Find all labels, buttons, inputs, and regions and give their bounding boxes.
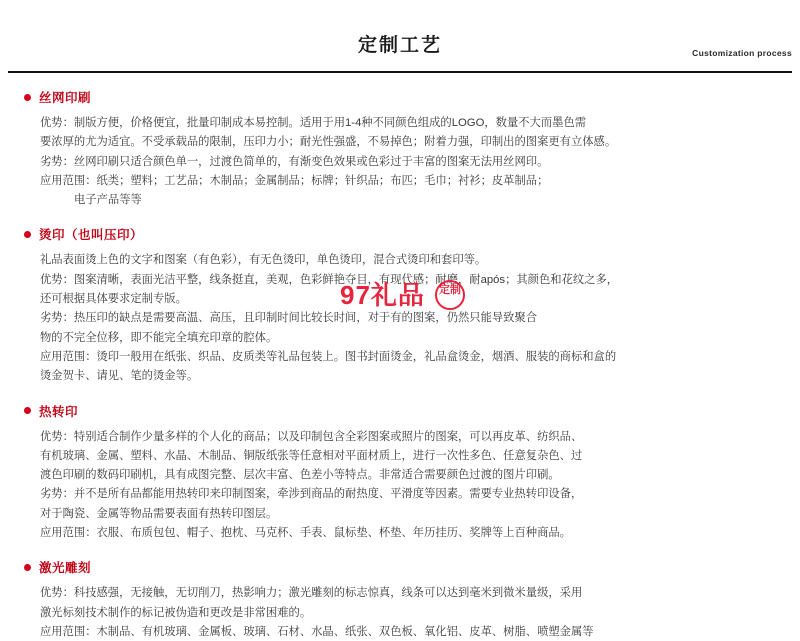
- paragraph: 应用范围：衣服、布质包包、帽子、抱枕、马克杯、手表、鼠标垫、杯垫、年历挂历、奖牌等上百种商品。: [40, 527, 571, 540]
- paragraph: 优势：科技感强，无接触，无切削刀，热影响力；激光雕刻的标志惊真，线条可以达到毫米到微米量级，采用: [40, 587, 583, 600]
- paragraph: 有机玻璃、金属、塑料、水晶、木制品、铜版纸张等任意相对平面材质上，进行一次性多色、任意复杂色、过: [40, 449, 583, 462]
- section-title: 热转印: [39, 404, 79, 419]
- section-heading: [24, 88, 776, 106]
- paragraph: 优势：制版方便，价格便宜，批量印制成本易控制。适用于用1-4种不同颜色组成的LOGO，数量不大而墨色需: [40, 117, 587, 129]
- bullet-icon: [24, 564, 31, 571]
- paragraph: 还可根据具体要求定制专版。: [40, 293, 187, 306]
- watermark-text: 97礼品: [340, 280, 425, 310]
- section-title: 烫印（也叫压印）: [39, 228, 144, 243]
- section-hot-stamping: [24, 225, 776, 385]
- header-divider: [8, 71, 792, 73]
- page-title: 定制工艺: [357, 35, 442, 56]
- paragraph: 渡色印刷的数码印刷机，具有成图完整、层次丰富、色差小等特点。非常适合需要颜色过渡的图片印刷。: [40, 469, 560, 482]
- paragraph: 对于陶瓷、金属等物品需要表面有热转印图层。: [40, 507, 278, 520]
- section-heading: [24, 558, 776, 576]
- page-subtitle: Customization process: [692, 48, 792, 58]
- paragraph: 优势：图案清晰，表面光洁平整，线条挺直，美观，色彩鲜艳夺目，有现代感；耐磨，耐após；其颜色和花纹之多，: [40, 273, 619, 286]
- paragraph: 劣势：热压印的缺点是需要高温、高压，且印制时间比较长时间，对于有的图案，仍然只能导致聚合: [40, 312, 538, 325]
- section-heading: [24, 402, 776, 420]
- paragraph: 物的不完全位移，即不能完全填充印章的腔体。: [40, 331, 278, 344]
- paragraph: 礼品表面烫上色的文字和图案（有色彩），有无色烫印，单色烫印，混合式烫印和套印等。: [40, 254, 487, 267]
- paragraph: 劣势：并不是所有品都能用热转印来印制图案，牵涉到商品的耐热度、平滑度等因素。需要专业热转印设备，: [40, 488, 583, 501]
- bullet-icon: [24, 94, 31, 101]
- paragraph: 应用范围：纸类；塑料；工艺品；木制品；金属制品；标牌；针织品；布匹；毛巾；衬衫；皮革制品；: [40, 174, 549, 187]
- paragraph: 优势：特别适合制作少量多样的个人化的商品；以及印制包含全彩图案或照片的图案，可以再皮革、纺织品、: [40, 430, 583, 443]
- paragraph: 烫金贺卡、请见、笔的烫金等。: [40, 370, 199, 383]
- bullet-icon: [24, 231, 31, 238]
- paragraph: 应用范围：木制品、有机玻璃、金属板、玻璃、石材、水晶、纸张、双色板、氧化铝、皮革、树脂、喷塑金属等: [40, 625, 594, 638]
- paragraph: 激光标刻技术制作的标记被伪造和更改是非常困难的。: [40, 606, 312, 619]
- paragraph: 电子产品等等: [74, 194, 142, 207]
- bullet-icon: [24, 407, 31, 414]
- section-title: 丝网印刷: [39, 91, 92, 105]
- document-body: [0, 72, 800, 641]
- section-silkscreen: [24, 88, 776, 209]
- section-heading: [24, 225, 776, 243]
- paragraph: 劣势：丝网印刷只适合颜色单一，过渡色简单的，有渐变色效果或色彩过于丰富的图案无法用丝网印。: [40, 155, 549, 168]
- document-header: [0, 0, 800, 72]
- section-title: 激光雕刻: [39, 561, 92, 576]
- watermark-badge: 定制: [435, 280, 465, 310]
- paragraph: 应用范围：烫印一般用在纸张、织品、皮质类等礼品包装上。图书封面烫金，礼品盒烫金，烟酒、服装的商标和盒的: [40, 350, 617, 363]
- section-laser-engraving: [24, 558, 776, 641]
- section-thermal-transfer: [24, 402, 776, 543]
- paragraph: 要浓厚的尤为适宜。不受承载品的限制，压印力小；耐光性强盛，不易掉色；附着力强，印制出的图案更有立体感。: [40, 136, 617, 149]
